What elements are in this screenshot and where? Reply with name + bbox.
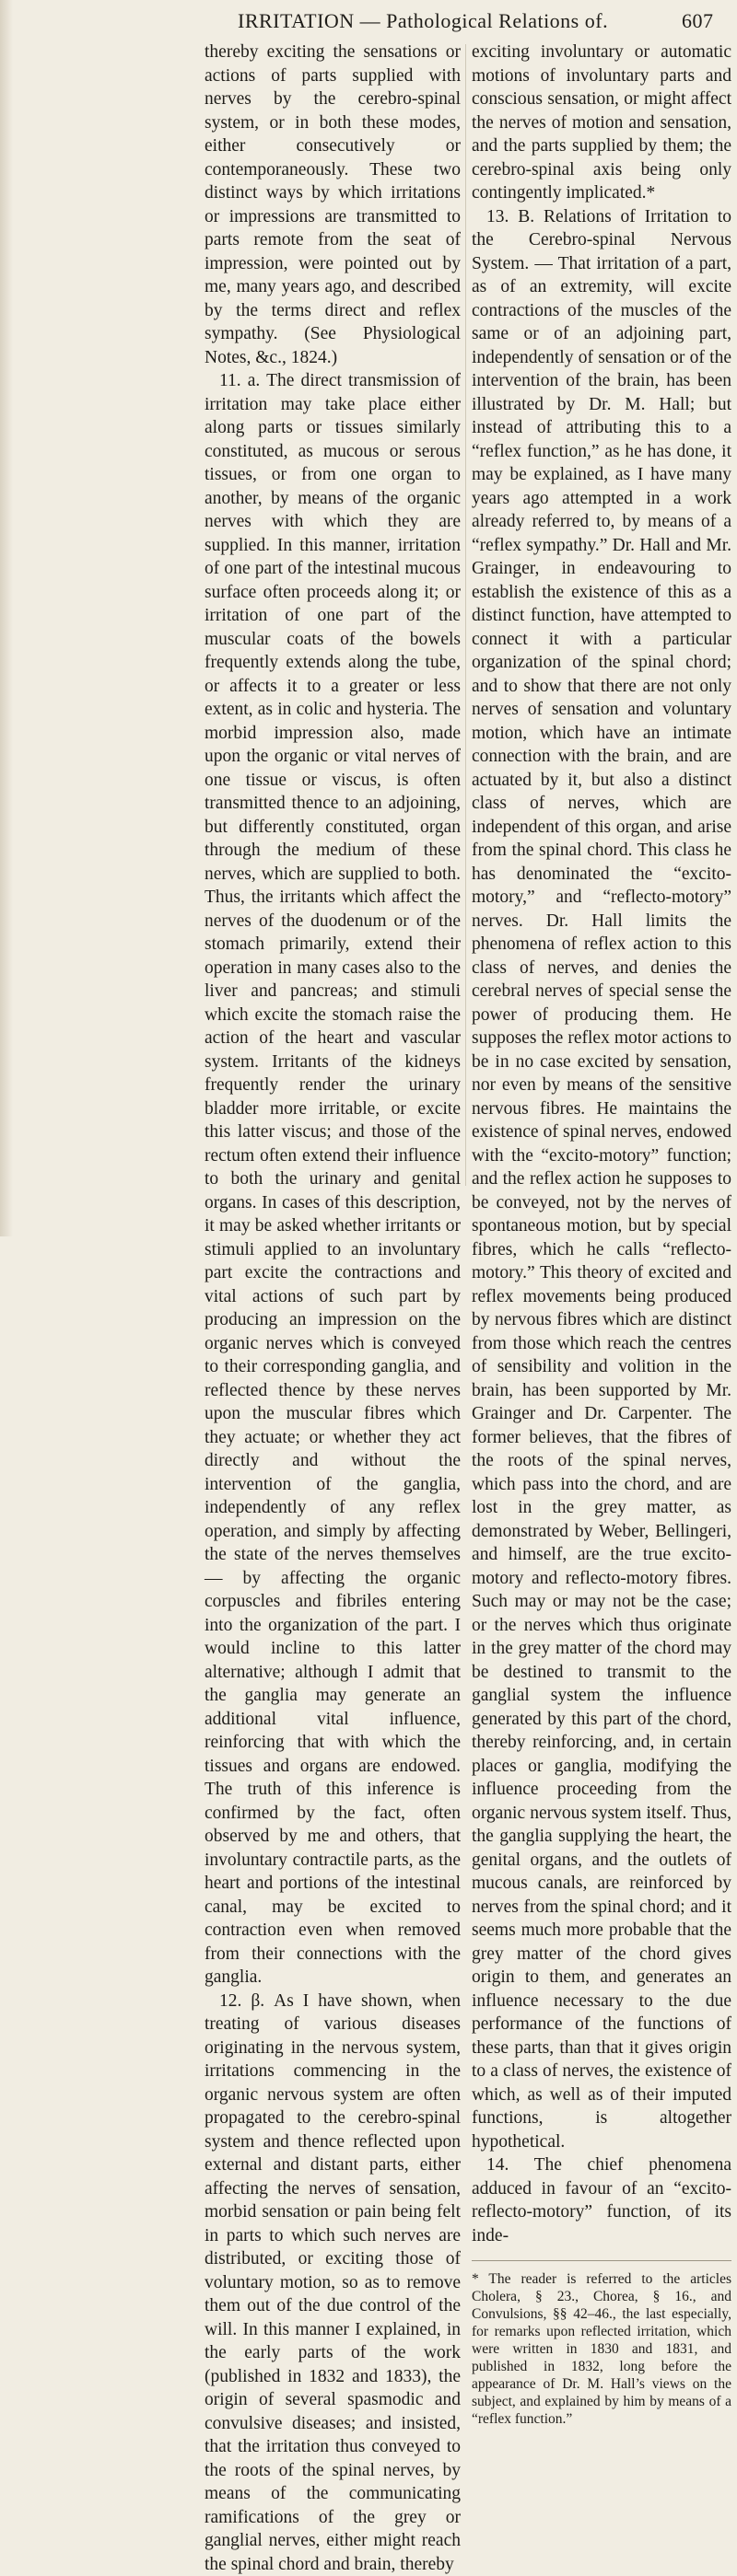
footnote-separator (472, 2260, 731, 2261)
running-title: IRRITATION — Pathological Relations of. (238, 9, 608, 33)
paragraph-11: 11. a. The direct transmission of irritation may take place either along parts or tissues similarly constituted, as mucous or serous tissues, or from one organ to another, by means of the organic nerves with which they are supplied. In this manner, irritation of one part of the intestinal mucous surface often proceeds along it; or irritation of one part of the muscular coats of the bowels frequently extends along the tube, or affects it to a greater or less extent, as in colic and hysteria. The morbid impression also, made upon the organic or vital nerves of one tissue or viscus, is often transmitted thence to an adjoining, but differently constituted, organ through the medium of these nerves, which are supplied to both. Thus, the irritants which affect the nerves of the duodenum or of the stomach primarily, extend their operation in many cases also to the liver and pancreas; and stimuli which excite the stomach raise the action of the heart and vascular system. Irritants of the kidneys frequently render the urinary bladder more irritable, or excite this latter viscus; and those of the rectum often extend their influence to both the urinary and genital organs. In cases of this description, it may be asked whether irritants or stimuli applied to an involuntary part excite the contractions and vital actions of such part by producing an impression on the organic nerves which is conveyed to their corresponding ganglia, and reflected thence by these nerves upon the muscular fibres which they actuate; or whether they act directly and without the intervention of the ganglia, independently of any reflex operation, and simply by affecting the state of the nerves themselves — by affecting the organic corpuscles and fibriles entering into the organization of the part. I would incline to this latter alternative; although I admit that the ganglia may generate an additional vital influence, reinforcing that with which the tissues and organs are endowed. The truth of this inference is confirmed by the fact, often observed by me and others, that involuntary contractile parts, as the heart and portions of the intestinal canal, may be excited to contraction even when removed from their connections with the ganglia. (205, 369, 461, 1990)
right-column (472, 41, 731, 1228)
footnote: * The reader is referred to the articles Cholera, § 23., Chorea, § 16., and Convulsions, §§ 42–46., the last especially, for remarks upon reflected irritation, which were written in 1830 and 1831, and published in 1832, long before the appearance of Dr. M. Hall’s views on the subject, and explained by him by means of a “reflex function.” (472, 2270, 731, 2428)
running-header (0, 4, 737, 41)
paragraph-13: 13. B. Relations of Irritation to the Cerebro-spinal Nervous System. — That irritation of a part, as of an extremity, will excite contractions of the muscles of the same or of an adjoining part, independently of sensation or of the intervention of the brain, has been illustrated by Dr. M. Hall; but instead of attributing this to a “reflex function,” as he has done, it may be explained, as I have many years ago attempted in a work already referred to, by means of a “reflex sympathy.” Dr. Hall and Mr. Grainger, in endeavouring to establish the existence of this as a distinct function, have attempted to connect it with a particular organization of the spinal chord; and to show that there are not only nerves of sensation and voluntary motion, which have an intimate connection with the brain, and are actuated by it, but also a distinct class of nerves, which are independent of this organ, and arise from the spinal chord. This class he has denominated the “excito-motory,” and “reflecto-motory” nerves. Dr. Hall limits the phenomena of reflex action to this class of nerves, and denies the cerebral nerves of special sense the power of producing them. He supposes the reflex motor actions to be in no case excited by sensation, nor even by means of the sensitive nervous fibres. He maintains the existence of spinal nerves, endowed with the “excito-motory” function; and the reflex action he supposes to be conveyed, not by the nerves of spontaneous motion, but by special fibres, which he calls “reflecto-motory.” This theory of excited and reflex movements being produced by nervous fibres which are distinct from those which reach the centres of sensibility and volition in the brain, has been supported by Mr. Grainger and Dr. Carpenter. The former believes, that the fibres of the roots of the spinal nerves, which pass into the chord, and are lost in the grey matter, as demonstrated by Weber, Bellingeri, and himself, are the true excito-motory and reflecto-motory fibres. Such may or may not be the case; or the nerves which thus originate in the grey matter of the chord may be destined to transmit to the ganglial system the influence generated by this part of the chord, thereby reinforcing, and, in certain places or ganglia, modifying the influence proceeding from the organic nervous system itself. Thus, the ganglia supplying the heart, the genital organs, and the outlets of mucous canals, are reinforced by nerves from the spinal chord; and it seems much more probable that the grey matter of the chord gives origin to them, and generates an influence necessary to the due performance of the functions of these parts, than that it gives origin to a class of nerves, the existence of which, as well as of their imputed functions, is altogether hypothetical. (472, 205, 731, 2154)
column-divider (465, 44, 466, 1186)
page-number: 607 (682, 9, 714, 33)
paragraph-12: 12. β. As I have shown, when treating of various diseases originating in the nervous system, irritations commencing in the organic nervous system are often propagated to the cerebro-spinal system and thence reflected upon external and distant parts, either affecting the nerves of sensation, morbid sensation or pain being felt in parts to which such nerves are distributed, or exciting those of voluntary motion, so as to remove them out of the due control of the will. In this manner I explained, in the early parts of the work (published in 1832 and 1833), the origin of several spasmodic and convulsive diseases; and insisted, that the irritation thus conveyed to the roots of the spinal nerves, by means of the communicating ramifications of the grey or ganglial nerves, either might reach the spinal chord and brain, thereby (205, 1990, 461, 2576)
book-page (0, 0, 737, 1236)
paragraph-continued-right: exciting involuntary or automatic motions of involuntary parts and conscious sensation, or might affect the nerves of motion and sensation, and the parts supplied by them; the cerebro-spinal axis being only contingently implicated.* (472, 41, 731, 205)
page-gutter-shadow (0, 0, 13, 1236)
left-column (205, 41, 461, 1228)
paragraph-continued: thereby exciting the sensations or actions of parts supplied with nerves by the cerebro-spinal system, or in both these modes, either consecutively or contemporaneously. These two distinct ways by which irritations or impressions are transmitted to parts remote from the seat of impression, were pointed out by me, many years ago, and described by the terms direct and reflex sympathy. (See Physiological Notes, &c., 1824.) (205, 41, 461, 369)
paragraph-14: 14. The chief phenomena adduced in favour of an “excito-reflecto-motory” function, of its inde- (472, 2153, 731, 2247)
